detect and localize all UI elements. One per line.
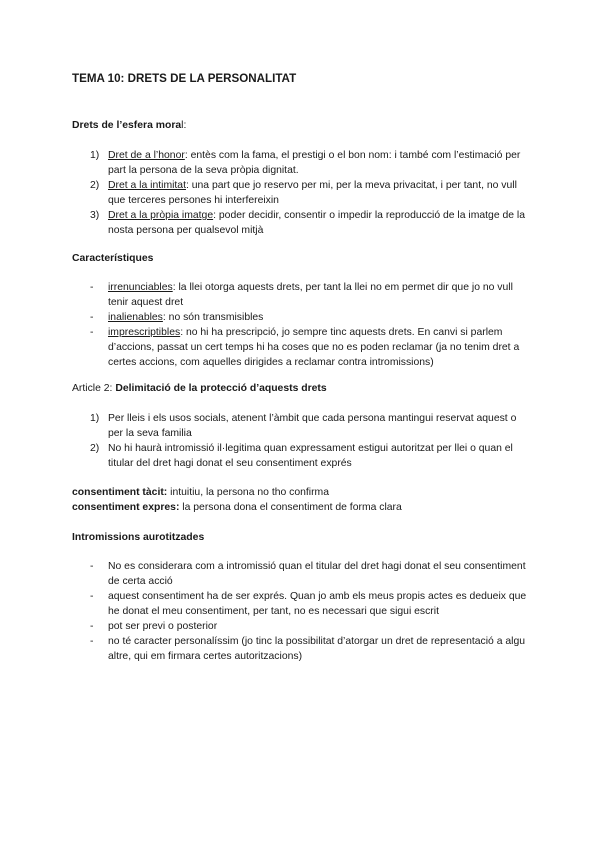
moral-list [72, 148, 532, 238]
term: imprescriptibles [108, 327, 181, 338]
list-item [72, 589, 532, 619]
list-item [72, 310, 532, 325]
term: irrenunciables [108, 282, 173, 293]
list-dash: - [90, 621, 94, 632]
list-item [72, 325, 532, 370]
list-text: : una part que jo reservo per mi, per la meva privacitat, i per tant, no vull que terceres persones hi interfereixin [108, 180, 517, 206]
list-item [72, 280, 532, 310]
list-text: No hi haurà intromissió il·legitima quan expressament estigui autoritzat per llei o quan el titular del dret hagi donat el seu consentiment exprés [108, 443, 513, 469]
term: inalienables [108, 312, 163, 323]
list-dash: - [90, 561, 94, 572]
list-text: No es considerara com a intromissió quan el titular del dret hagi donat el seu consentiment de certa acció [108, 561, 526, 587]
term: consentiment expres: [72, 502, 180, 513]
list-text: Per lleis i els usos socials, atenent l’àmbit que cada persona mantingui reservat aquest o per la seva familia [108, 413, 517, 439]
article-prefix: Article 2: [72, 383, 116, 394]
term: Dret a la intimitat [108, 180, 186, 191]
list-number: 1) [90, 150, 100, 161]
moral-heading-rest: l: [181, 120, 187, 131]
list-text: : la llei otorga aquests drets, per tant la llei no em permet dir que jo no vull tenir aquest dret [108, 282, 513, 308]
list-dash: - [90, 636, 94, 647]
intromissions-heading: Intromissions aurotitzades [72, 532, 205, 543]
page-title: TEMA 10: DRETS DE LA PERSONALITAT [72, 72, 297, 85]
definition-text: intuitiu, la persona no tho confirma [167, 487, 329, 498]
term: Dret de a l’honor [108, 150, 185, 161]
list-item [72, 178, 532, 208]
list-dash: - [90, 327, 94, 338]
list-item [72, 619, 532, 634]
characteristics-list [72, 280, 532, 370]
list-number: 1) [90, 413, 100, 424]
list-text: pot ser previ o posterior [108, 621, 218, 632]
list-text: : poder decidir, consentir o impedir la reproducció de la imatge de la nosta persona per qualsevol mitjà [108, 210, 526, 236]
list-number: 3) [90, 210, 100, 221]
intromissions-list [72, 559, 532, 664]
list-number: 2) [90, 180, 100, 191]
list-text: : no hi ha prescripció, jo sempre tinc aquests drets. En canvi si parlem d’accions, passat un cert temps hi ha coses que no es poden reclamar (ja no tenim dret a certes accions, com aquelles dirigides a reclamar contra intromissions) [108, 327, 520, 368]
list-text: no té caracter personalíssim (jo tinc la possibilitat d’atorgar un dret de representació a algu altre, qui em firmara certes autoritzacions) [108, 636, 526, 662]
list-item [72, 411, 532, 441]
list-item [72, 441, 532, 471]
consent-line [72, 485, 532, 500]
list-number: 2) [90, 443, 100, 454]
consent-line [72, 500, 532, 515]
list-text: aquest consentiment ha de ser exprés. Quan jo amb els meus propis actes es dedueix que he donat el meu consentiment, per tant, no es necessari que sigui escrit [108, 591, 527, 617]
list-item [72, 208, 532, 238]
article-heading [72, 381, 532, 396]
list-dash: - [90, 591, 94, 602]
list-dash: - [90, 312, 94, 323]
moral-heading [72, 118, 532, 133]
article-list [72, 411, 532, 471]
article-title: Delimitació de la protecció d’aquests drets [115, 383, 327, 394]
list-item [72, 148, 532, 178]
list-dash: - [90, 282, 94, 293]
consent-definitions [72, 485, 532, 515]
term: consentiment tàcit: [72, 487, 168, 498]
moral-heading-bold: Drets de l’esfera mora [72, 120, 182, 131]
list-text: : entès com la fama, el prestigi o el bon nom: i també com l’estimació per part la persona de la seva pròpia dignitat. [108, 150, 521, 176]
list-item [72, 634, 532, 664]
list-text: : no són transmisibles [162, 312, 264, 323]
definition-text: la persona dona el consentiment de forma clara [179, 502, 402, 513]
list-item [72, 559, 532, 589]
term: Dret a la pròpia imatge [108, 210, 214, 221]
characteristics-heading: Característiques [72, 253, 154, 264]
